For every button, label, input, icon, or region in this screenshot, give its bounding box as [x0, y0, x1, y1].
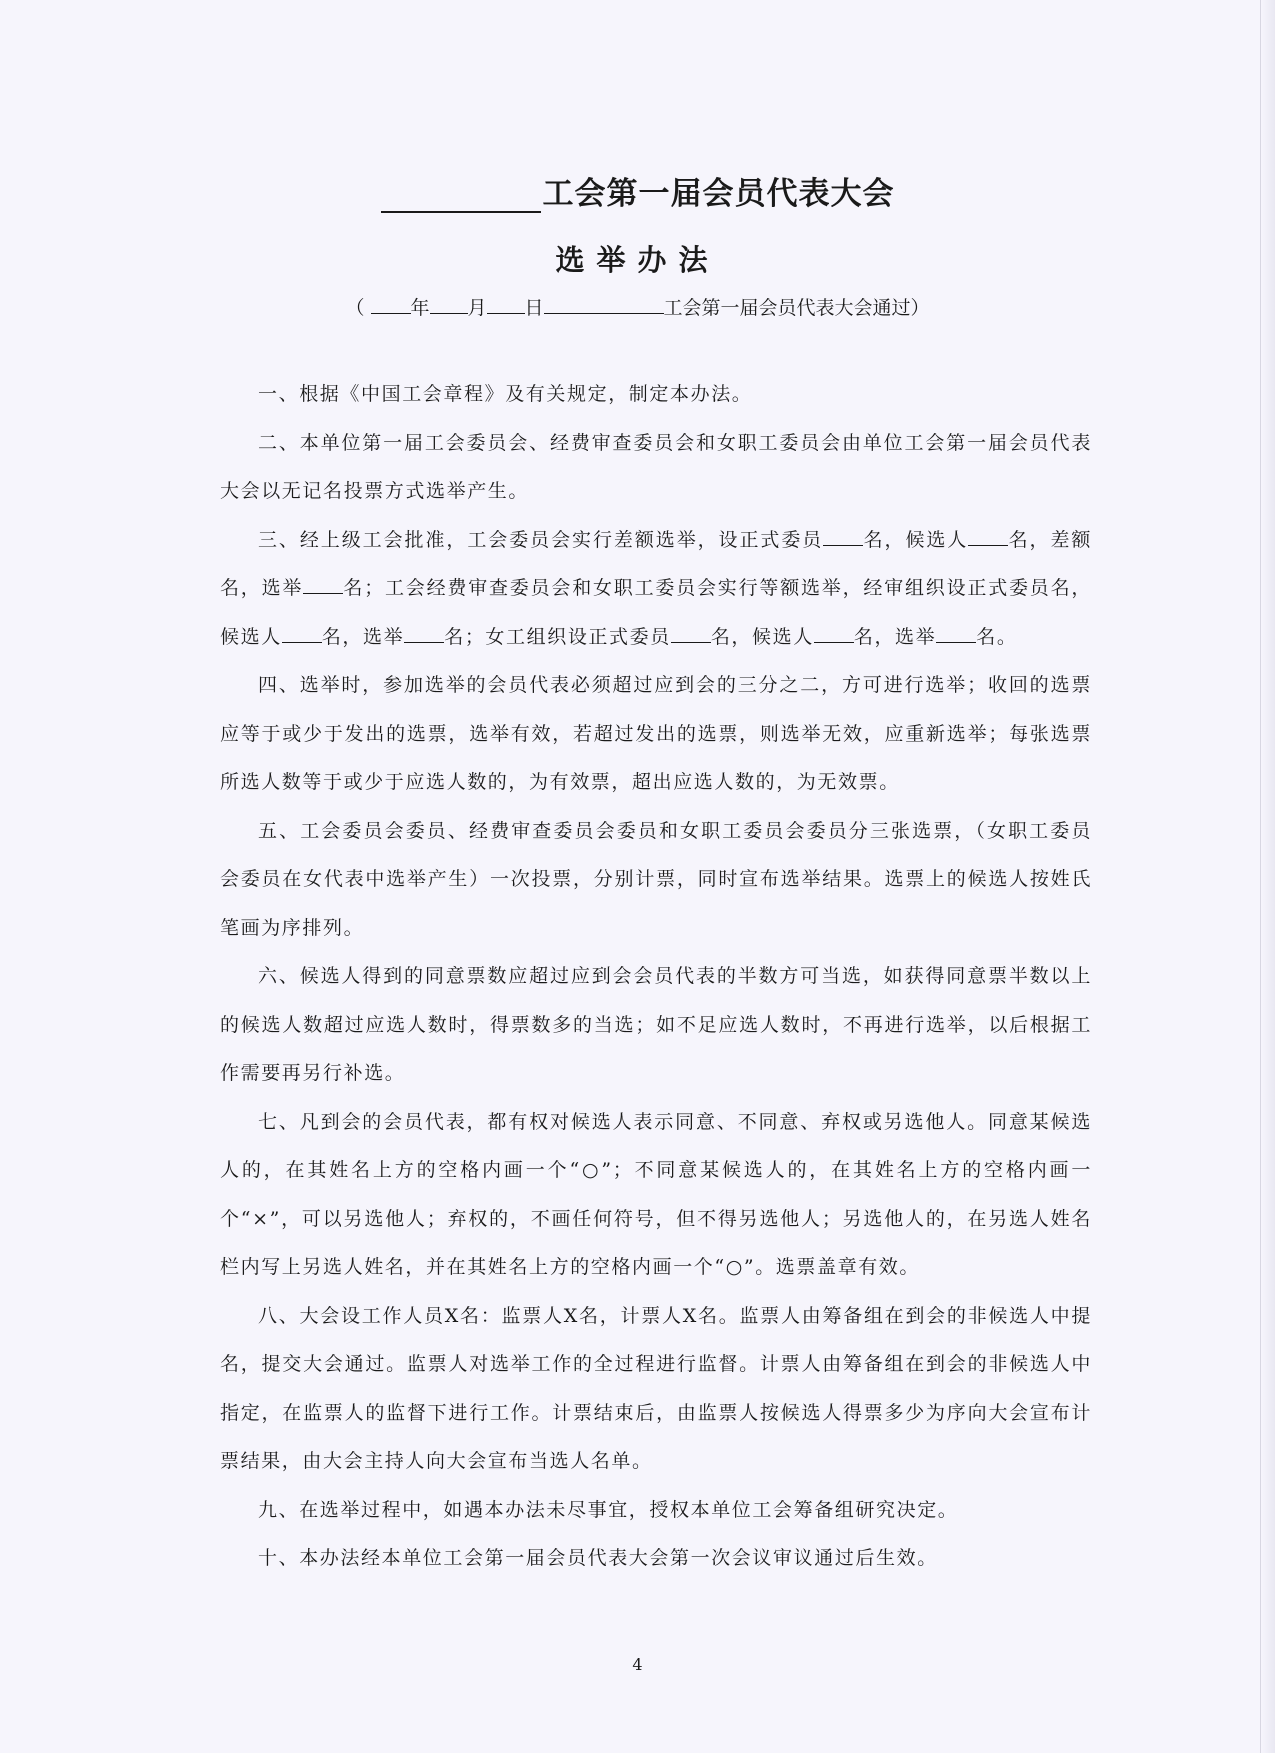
- blank-day: [487, 295, 525, 314]
- page-number: 4: [632, 1655, 643, 1674]
- adoption-line: （ 年 月 日 工会第一届会员代表大会通过）: [345, 297, 930, 319]
- blank: [303, 575, 343, 594]
- article-5: 五、工会委员会委员、经费审查委员会委员和女职工委员会委员分三张选票，（女职工委员会委员在女代表中选举产生）一次投票，分别计票，同时宣布选举结果。选票上的候选人按姓氏笔画为序排列。: [220, 819, 1092, 939]
- document-title: [0, 168, 1275, 213]
- article-9: 九、在选举过程中，如遇本办法未尽事宜，授权本单位工会筹备组研究决定。: [258, 1498, 959, 1521]
- article-8: 八、大会设工作人员X名：监票人X名，计票人X名。监票人由筹备组在到会的非候选人中提名，提交大会通过。监票人对选举工作的全过程进行监督。计票人由筹备组在到会的非候选人中指定，在监票人的监督下进行工作。计票结束后，由监票人按候选人得票多少为序向大会宣布计票结果，由大会主持人向大会宣布当选人名单。: [220, 1304, 1092, 1472]
- blank: [968, 527, 1008, 546]
- article-7: 七、凡到会的会员代表，都有权对候选人表示同意、不同意、弃权或另选他人。同意某候选人的，在其姓名上方的空格内画一个“○”；不同意某候选人的，在其姓名上方的空格内画一个“×”，可以另选他人；弃权的，不画任何符号，但不得另选他人；另选他人的，在另选人姓名栏内写上另选人姓名，并在其姓名上方的空格内画一个“○”。选票盖章有效。: [220, 1110, 1092, 1278]
- article-3: 三、经上级工会批准，工会委员会实行差额选举，设正式委员 名，候选人 名，差额名，选举 名；工会经费审查委员会和女职工委员会实行等额选举，经审组织设正式委员名，候选人 名，选举 名；女工组织设正式委员 名，候选人 名，选举 名。: [220, 528, 1092, 648]
- articles: [220, 370, 1092, 1583]
- blank: [814, 624, 854, 643]
- blank: [282, 624, 322, 643]
- document-subtitle: 选举办法: [555, 243, 720, 277]
- blank: [671, 624, 711, 643]
- blank-year: [371, 295, 411, 314]
- blank-unit-name-2: [544, 295, 664, 314]
- article-10: 十、本办法经本单位工会第一届会员代表大会第一次会议审议通过后生效。: [258, 1547, 938, 1569]
- article-2: 二、本单位第一届工会委员会、经费审查委员会和女职工委员会由单位工会第一届会员代表大会以无记名投票方式选举产生。: [220, 431, 1092, 502]
- article-1: 一、根据《中国工会章程》及有关规定，制定本办法。: [258, 383, 753, 405]
- blank: [823, 527, 863, 546]
- blank: [404, 624, 444, 643]
- title-text: 工会第一届会员代表大会: [542, 176, 895, 212]
- blank-unit-name: [381, 183, 541, 213]
- blank-month: [430, 295, 468, 314]
- article-6: 六、候选人得到的同意票数应超过应到会会员代表的半数方可当选，如获得同意票半数以上的候选人数超过应选人数时，得票数多的当选；如不足应选人数时，不再进行选举，以后根据工作需要再另行补选。: [220, 965, 1092, 1084]
- blank: [936, 624, 976, 643]
- article-4: 四、选举时，参加选举的会员代表必须超过应到会的三分之二，方可进行选举；收回的选票应等于或少于发出的选票，选举有效，若超过发出的选票，则选举无效，应重新选举；每张选票所选人数等于或少于应选人数的，为有效票，超出应选人数的，为无效票。: [220, 674, 1092, 793]
